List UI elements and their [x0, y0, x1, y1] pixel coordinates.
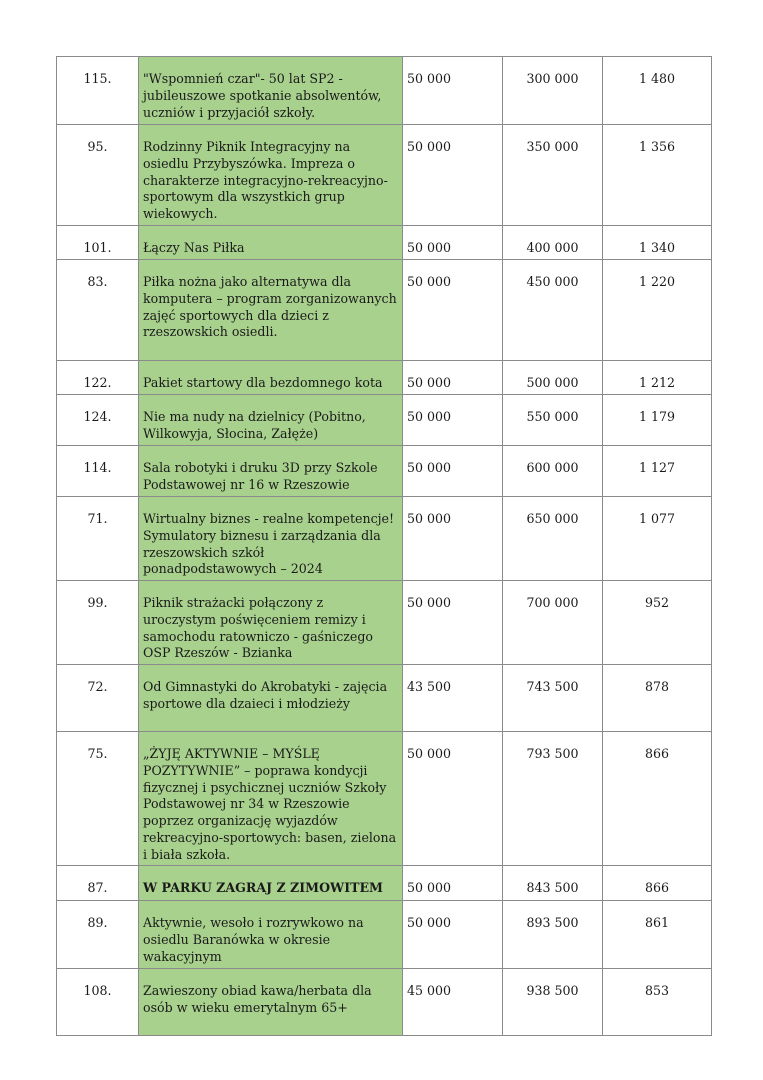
table-row	[57, 665, 712, 732]
project-amount: 50 000	[403, 57, 503, 125]
project-amount: 50 000	[403, 497, 503, 581]
project-title: Od Gimnastyki do Akrobatyki - zajęcia sportowe dla dzaieci i młodzieży	[139, 665, 403, 732]
table-row	[57, 732, 712, 866]
project-number: 89.	[57, 901, 139, 969]
project-number: 87.	[57, 866, 139, 901]
table-row	[57, 581, 712, 665]
vote-count: 1 220	[603, 260, 712, 361]
project-amount: 50 000	[403, 581, 503, 665]
table-row	[57, 866, 712, 901]
cumulative-amount: 743 500	[503, 665, 603, 732]
vote-count: 853	[603, 969, 712, 1036]
project-number: 122.	[57, 361, 139, 395]
vote-count: 1 212	[603, 361, 712, 395]
vote-count: 878	[603, 665, 712, 732]
table-row	[57, 125, 712, 226]
vote-count: 1 356	[603, 125, 712, 226]
vote-count: 952	[603, 581, 712, 665]
project-amount: 45 000	[403, 969, 503, 1036]
project-title: Sala robotyki i druku 3D przy Szkole Podstawowej nr 16 w Rzeszowie	[139, 446, 403, 497]
vote-count: 866	[603, 732, 712, 866]
project-amount: 50 000	[403, 446, 503, 497]
cumulative-amount: 893 500	[503, 901, 603, 969]
project-title: Piknik strażacki połączony z uroczystym poświęceniem remizy i samochodu ratowniczo - gaśniczego OSP Rzeszów - Bzianka	[139, 581, 403, 665]
project-amount: 43 500	[403, 665, 503, 732]
project-title: Wirtualny biznes - realne kompetencje! Symulatory biznesu i zarządzania dla rzeszowskich szkół ponadpodstawowych – 2024	[139, 497, 403, 581]
project-number: 115.	[57, 57, 139, 125]
cumulative-amount: 700 000	[503, 581, 603, 665]
cumulative-amount: 400 000	[503, 226, 603, 260]
vote-count: 1 127	[603, 446, 712, 497]
table-row	[57, 57, 712, 125]
project-number: 114.	[57, 446, 139, 497]
table-row	[57, 446, 712, 497]
project-amount: 50 000	[403, 732, 503, 866]
project-amount: 50 000	[403, 125, 503, 226]
project-amount: 50 000	[403, 226, 503, 260]
project-title: Pakiet startowy dla bezdomnego kota	[139, 361, 403, 395]
vote-count: 861	[603, 901, 712, 969]
project-title: "Wspomnień czar"- 50 lat SP2 - jubileuszowe spotkanie absolwentów, uczniów i przyjaciół szkoły.	[139, 57, 403, 125]
table-row	[57, 497, 712, 581]
table-row	[57, 260, 712, 361]
project-amount: 50 000	[403, 395, 503, 446]
cumulative-amount: 500 000	[503, 361, 603, 395]
project-number: 101.	[57, 226, 139, 260]
table-row	[57, 226, 712, 260]
project-number: 108.	[57, 969, 139, 1036]
project-number: 99.	[57, 581, 139, 665]
cumulative-amount: 350 000	[503, 125, 603, 226]
project-title: Nie ma nudy na dzielnicy (Pobitno, Wilkowyja, Słocina, Załęże)	[139, 395, 403, 446]
project-amount: 50 000	[403, 866, 503, 901]
project-number: 83.	[57, 260, 139, 361]
project-title: W PARKU ZAGRAJ Z ZIMOWITEM	[139, 866, 403, 901]
vote-count: 1 480	[603, 57, 712, 125]
projects-table	[56, 56, 712, 1036]
vote-count: 1 077	[603, 497, 712, 581]
cumulative-amount: 600 000	[503, 446, 603, 497]
cumulative-amount: 650 000	[503, 497, 603, 581]
project-title: Piłka nożna jako alternatywa dla komputera – program zorganizowanych zajęć sportowych dla dzieci z rzeszowskich osiedli.	[139, 260, 403, 361]
cumulative-amount: 300 000	[503, 57, 603, 125]
project-number: 124.	[57, 395, 139, 446]
project-title: Aktywnie, wesoło i rozrywkowo na osiedlu Baranówka w okresie wakacyjnym	[139, 901, 403, 969]
table-row	[57, 395, 712, 446]
project-title: Rodzinny Piknik Integracyjny na osiedlu Przybyszówka. Impreza o charakterze integracyjno-rekreacyjno-sportowym dla wszystkich grup wiekowych.	[139, 125, 403, 226]
cumulative-amount: 450 000	[503, 260, 603, 361]
project-title: Zawieszony obiad kawa/herbata dla osób w wieku emerytalnym 65+	[139, 969, 403, 1036]
vote-count: 1 340	[603, 226, 712, 260]
project-title: Łączy Nas Piłka	[139, 226, 403, 260]
cumulative-amount: 793 500	[503, 732, 603, 866]
project-number: 71.	[57, 497, 139, 581]
project-amount: 50 000	[403, 260, 503, 361]
table-row	[57, 361, 712, 395]
vote-count: 1 179	[603, 395, 712, 446]
table-row	[57, 969, 712, 1036]
table-row	[57, 901, 712, 969]
project-title: „ŻYJĘ AKTYWNIE – MYŚLĘ POZYTYWNIE” – poprawa kondycji fizycznej i psychicznej uczniów Szkoły Podstawowej nr 34 w Rzeszowie poprzez organizację wyjazdów rekreacyjno-sportowych: basen, zielona i biała szkoła.	[139, 732, 403, 866]
cumulative-amount: 843 500	[503, 866, 603, 901]
project-number: 95.	[57, 125, 139, 226]
cumulative-amount: 550 000	[503, 395, 603, 446]
project-amount: 50 000	[403, 901, 503, 969]
vote-count: 866	[603, 866, 712, 901]
project-number: 75.	[57, 732, 139, 866]
project-amount: 50 000	[403, 361, 503, 395]
cumulative-amount: 938 500	[503, 969, 603, 1036]
project-number: 72.	[57, 665, 139, 732]
